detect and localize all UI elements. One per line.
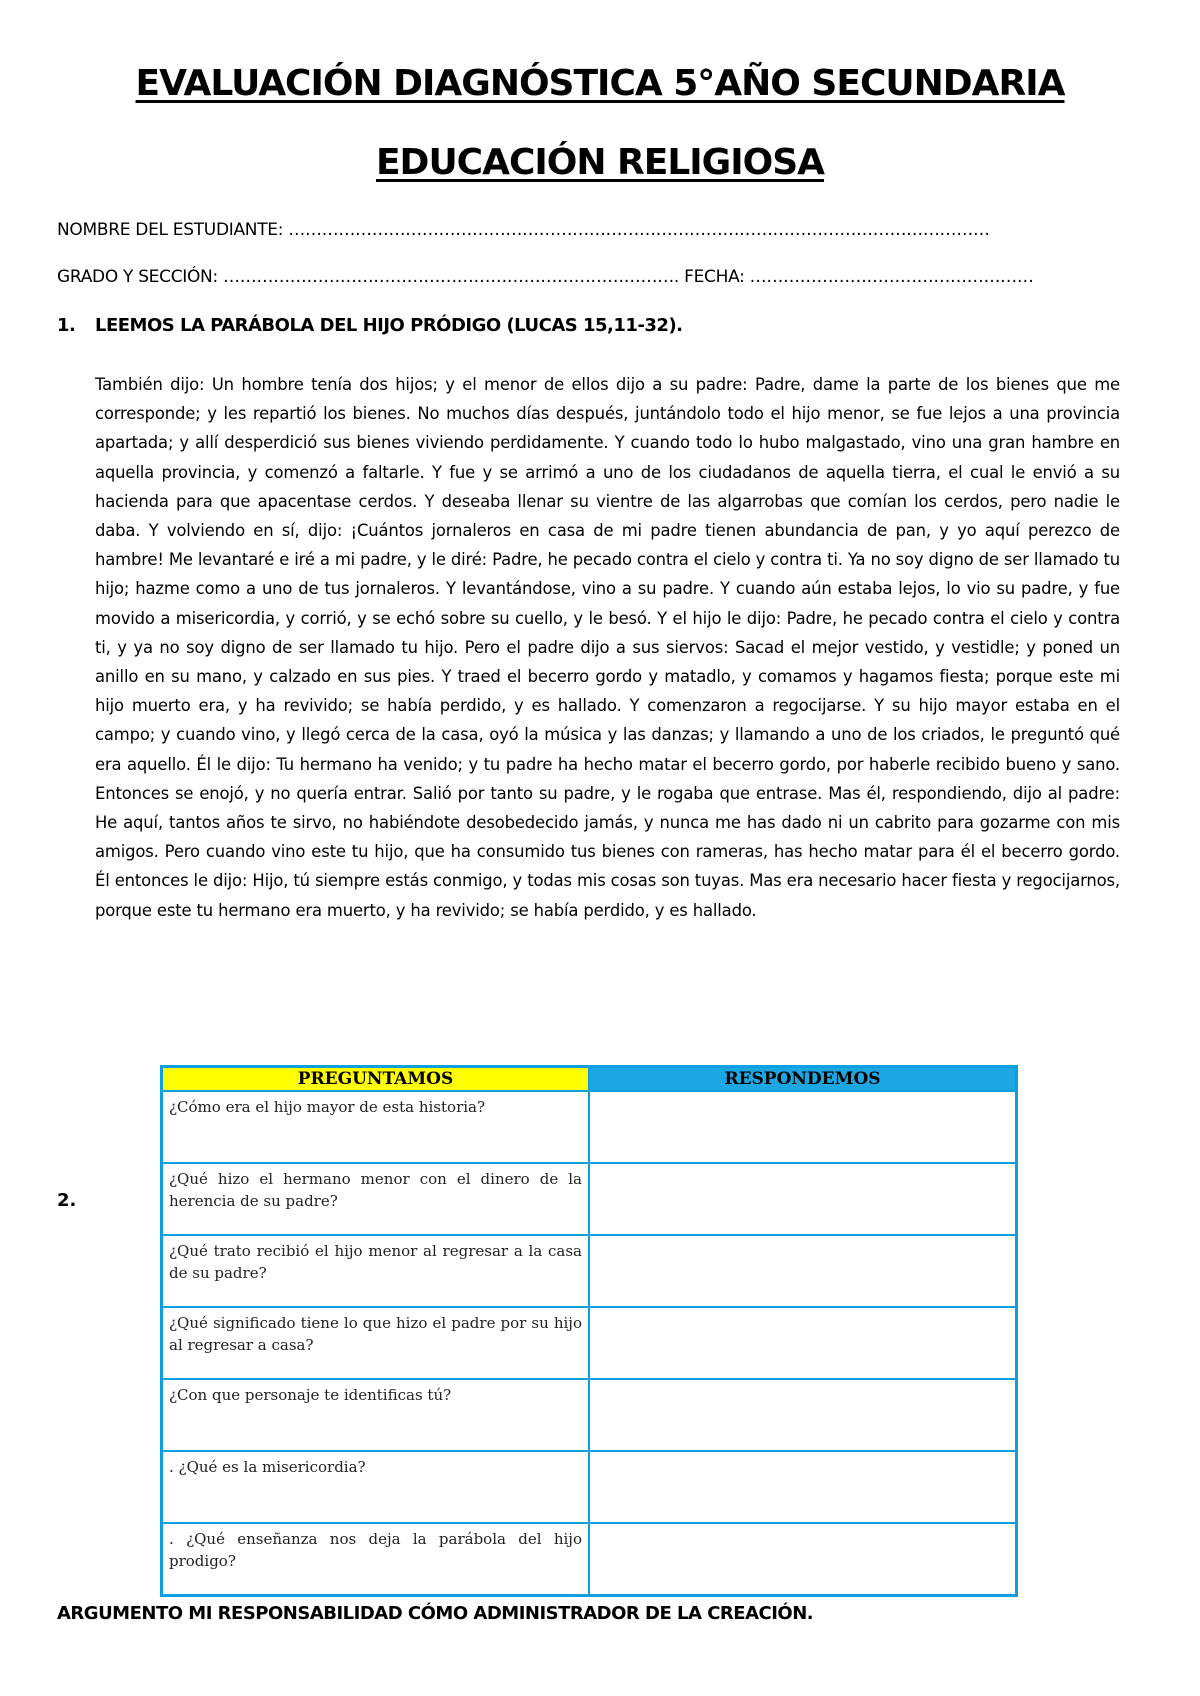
table-row — [162, 1091, 1017, 1163]
table-row — [162, 1523, 1017, 1596]
title-line-1: EVALUACIÓN DIAGNÓSTICA 5°AÑO SECUNDARIA — [135, 63, 1065, 104]
section-1-title: LEEMOS LA PARÁBOLA DEL HIJO PRÓDIGO (LUCAS 15,11-32). — [95, 315, 683, 336]
answer-cell[interactable] — [589, 1451, 1017, 1523]
questions-table — [160, 1065, 1018, 1597]
column-header-answer: RESPONDEMOS — [589, 1067, 1017, 1092]
answer-cell[interactable] — [589, 1235, 1017, 1307]
question-cell: ¿Qué significado tiene lo que hizo el padre por su hijo al regresar a casa? — [162, 1307, 590, 1379]
question-cell: ¿Con que personaje te identificas tú? — [162, 1379, 590, 1451]
question-cell: . ¿Qué enseñanza nos deja la parábola del hijo prodigo? — [162, 1523, 590, 1596]
column-header-question: PREGUNTAMOS — [162, 1067, 590, 1092]
section-2-number: 2. — [57, 1190, 77, 1211]
parable-passage: También dijo: Un hombre tenía dos hijos; y el menor de ellos dijo a su padre: Padre, dame la parte de los bienes que me corresponde; y les repartió los bienes. No muchos días después, juntándolo todo el hijo menor, se fue lejos a una provincia apartada; y allí desperdició sus bienes viviendo perdidamente. Y cuando todo lo hubo malgastado, vino una gran hambre en aquella provincia, y comenzó a faltarle. Y fue y se arrimó a uno de los ciudadanos de aquella tierra, el cual le envió a su hacienda para que apacentase cerdos. Y deseaba llenar su vientre de las algarrobas que comían los cerdos, pero nadie le daba. Y volviendo en sí, dijo: ¡Cuántos jornaleros en casa de mi padre tienen abundancia de pan, y yo aquí perezco de hambre! Me levantaré e iré a mi padre, y le diré: Padre, he pecado contra el cielo y contra ti. Ya no soy digno de ser llamado tu hijo; hazme como a uno de tus jornaleros. Y levantándose, vino a su padre. Y cuando aún estaba lejos, lo vio su padre, y fue movido a misericordia, y corrió, y se echó sobre su cuello, y le besó. Y el hijo le dijo: Padre, he pecado contra el cielo y contra ti, y ya no soy digno de ser llamado tu hijo. Pero el padre dijo a sus siervos: Sacad el mejor vestido, y vestidle; y poned un anillo en su mano, y calzado en sus pies. Y traed el becerro gordo y matadlo, y comamos y hagamos fiesta; porque este mi hijo muerto era, y ha revivido; se había perdido, y es hallado. Y comenzaron a regocijarse. Y su hijo mayor estaba en el campo; y cuando vino, y llegó cerca de la casa, oyó la música y las danzas; y llamando a uno de los criados, le preguntó qué era aquello. Él le dijo: Tu hermano ha venido; y tu padre ha hecho matar el becerro gordo, por haberle recibido bueno y sano. Entonces se enojó, y no quería entrar. Salió por tanto su padre, y le rogaba que entrase. Mas él, respondiendo, dijo al padre: He aquí, tantos años te sirvo, no habiéndote desobedecido jamás, y nunca me has dado ni un cabrito para gozarme con mis amigos. Pero cuando vino este tu hijo, que ha consumido tus bienes con rameras, has hecho matar para él el becerro gordo. Él entonces le dijo: Hijo, tú siempre estás conmigo, y todas mis cosas son tuyas. Mas era necesario hacer fiesta y regocijarnos, porque este tu hermano era muerto, y ha revivido; se había perdido, y es hallado. — [95, 375, 1120, 920]
answer-cell[interactable] — [589, 1523, 1017, 1596]
creation-responsibility-heading: ARGUMENTO MI RESPONSABILIDAD CÓMO ADMINISTRADOR DE LA CREACIÓN. — [57, 1603, 814, 1624]
answer-cell[interactable] — [589, 1307, 1017, 1379]
table-row — [162, 1307, 1017, 1379]
grade-date-field[interactable]: GRADO Y SECCIÓN: ………………………………………………………………………. FECHA: …………………………………………… — [57, 267, 1034, 287]
section-1-heading — [57, 315, 683, 336]
table-row — [162, 1451, 1017, 1523]
title-line-2: EDUCACIÓN RELIGIOSA — [375, 142, 825, 183]
question-cell: ¿Qué hizo el hermano menor con el dinero de la herencia de su padre? — [162, 1163, 590, 1235]
answer-cell[interactable] — [589, 1163, 1017, 1235]
table-header-row — [162, 1067, 1017, 1092]
table-row — [162, 1163, 1017, 1235]
question-cell: . ¿Qué es la misericordia? — [162, 1451, 590, 1523]
section-1-number: 1. — [57, 315, 76, 336]
student-name-field[interactable]: NOMBRE DEL ESTUDIANTE: ……………………………………………………………………………………………………………… — [57, 220, 990, 240]
table-row — [162, 1235, 1017, 1307]
answer-cell[interactable] — [589, 1379, 1017, 1451]
question-cell: ¿Qué trato recibió el hijo menor al regresar a la casa de su padre? — [162, 1235, 590, 1307]
answer-cell[interactable] — [589, 1091, 1017, 1163]
question-cell: ¿Cómo era el hijo mayor de esta historia? — [162, 1091, 590, 1163]
table-row — [162, 1379, 1017, 1451]
